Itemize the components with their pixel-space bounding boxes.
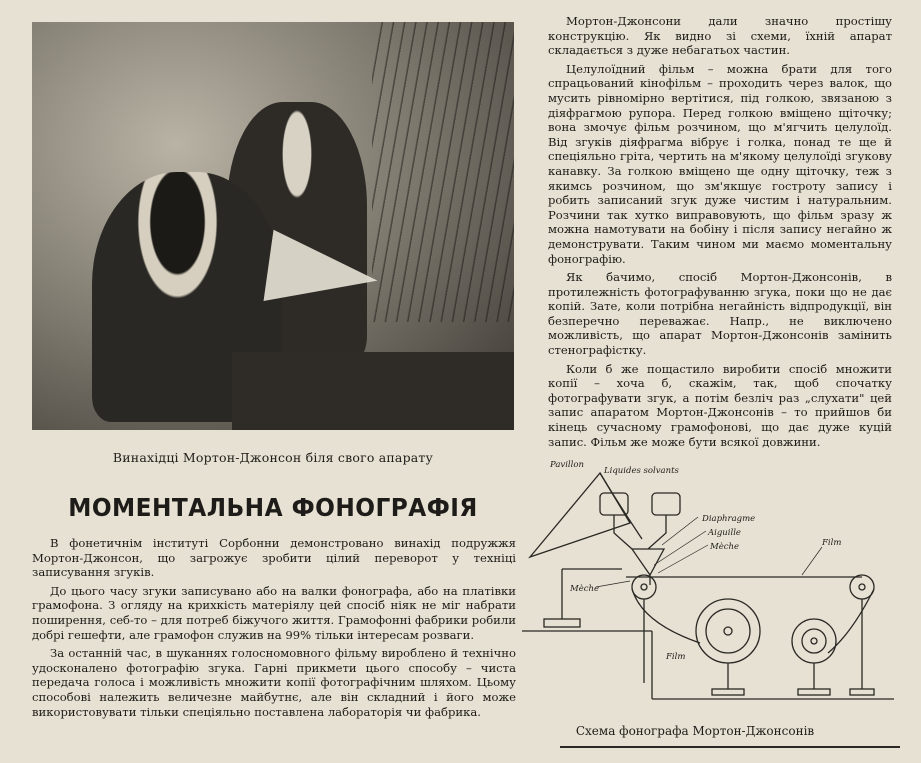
paragraph: Целулоїдний фільм – можна брати для того спрацьований кінофільм – проходить через валок, що мусить рівномірно вертітися, під голкою, звязаною з діяфрагмою рупора. Перед голкою вміщено щіточку; вона змочує фільм розчином, що м'ягчить целулоїд. Від згуків діяфрагма вібрує і голка, понад те ще й спеціяльно гріта, чертить на м'якому целулоїді згукову канавку. За голкою вміщено ще одну щіточку, теж з якимсь розчином, що зм'якшує гостроту запису і робить записаний згук дуже чистим і натуральним. Розчини так хутко виправовують, що фільм зразу ж можна намотувати на бобіну і після запису негайно ж демонструвати. Таким чином ми маємо моментальну фонографію. <box>548 61 892 266</box>
left-column <box>32 536 516 723</box>
label-pavillon: Pavillon <box>550 460 584 470</box>
right-column <box>548 14 892 453</box>
label-film-bottom: Film <box>666 652 686 662</box>
label-diaphragme: Diaphragme <box>702 514 756 524</box>
article-title: МОМЕНТАЛЬНА ФОНОГРАФІЯ <box>68 493 478 522</box>
label-aiguille: Aiguille <box>708 528 741 538</box>
photo-table <box>232 352 514 430</box>
paragraph: До цього часу згуки записувано або на валки фонографа, або на платівки грамофона. З огляду на крихкість матеріялу цей спосіб ніяк не міг набрати поширення, себ-то – для потреб біжучого життя. Грамофонні фабрики робили добрі гешефти, але грамофон служив на 99% тільки інтересам розваги. <box>32 583 516 642</box>
label-meche-top: Mèche <box>710 542 739 552</box>
label-meche-bottom: Mèche <box>570 584 599 594</box>
paragraph: За останній час, в шуканнях голосномовного фільму вироблено й технічно удосконалено фотографію згука. Гарні прикмети цього способу – чиста передача голоса і можливість множити копії фотографічним шляхом. Цьому способові належить величезне майбутнє, але він складний і його може використовувати тільки спеціяльно поставлена лабораторія чи фабрика. <box>32 646 516 719</box>
photo-wires <box>372 22 514 322</box>
paragraph: Коли б же пощастило виробити спосіб множити копії – хоча б, скажім, так, щоб спочатку фотографувати згук, а потім безліч раз „слухати" цей запис апаратом Мортон-Джонсонів – то прийшов би кінець сучасному грамофонові, що дає дуже куцій запис. Фільм же може бути всякої довжини. <box>548 361 892 449</box>
paragraph: Як бачимо, спосіб Мортон-Джонсонів, в протилежність фотографуванню згука, поки що не дає копій. Зате, коли потрібна негайність відпродукції, він безперечно переважає. Напр., не виключено можливість, що апарат Мортон-Джонсонів замінить стенографістку. <box>548 270 892 358</box>
paragraph: В фонетичнім інституті Сорбонни демонстровано винахід подружжя Мортон-Джонсон, що загрожує зробити цілий переворот у техніці записування згуків. <box>32 536 516 580</box>
photo-horn <box>264 230 383 317</box>
paragraph: Мортон-Джонсони дали значно простішу конструкцію. Як видно зі схеми, їхній апарат складається з дуже небагатьох частин. <box>548 14 892 58</box>
divider-rule <box>560 746 900 748</box>
label-liquides: Liquides solvants <box>604 466 679 476</box>
label-film-top: Film <box>822 538 842 548</box>
inventors-photo <box>32 22 514 430</box>
photo-caption: Винахідці Мортон-Джонсон біля свого апарату <box>112 450 434 465</box>
phonograph-diagram <box>522 453 894 713</box>
diagram-caption: Схема фонографа Мортон-Джонсонів <box>575 724 815 738</box>
